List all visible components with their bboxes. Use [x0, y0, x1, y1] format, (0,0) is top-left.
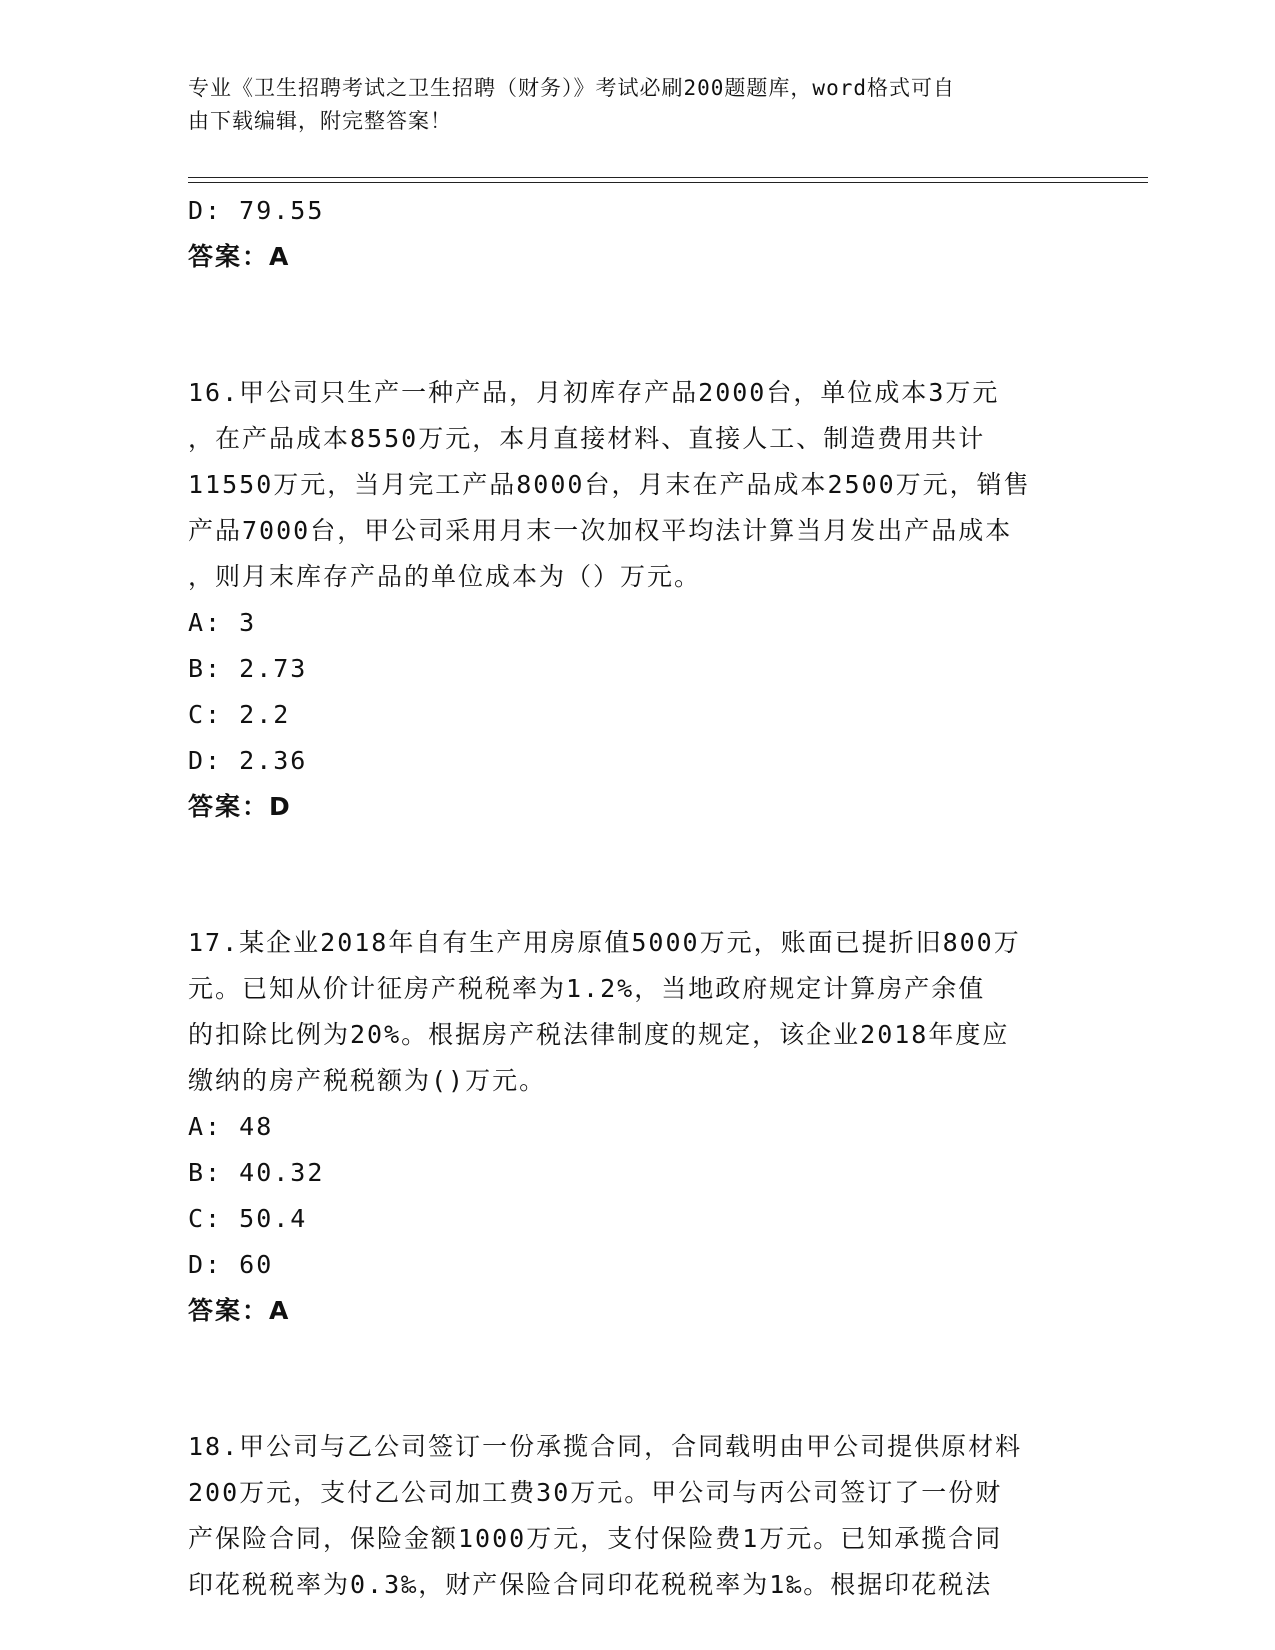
question-line: ，在产品成本8550万元，本月直接材料、直接人工、制造费用共计 — [188, 424, 986, 453]
question-line: 16.甲公司只生产一种产品，月初库存产品2000台，单位成本3万元 — [188, 378, 1000, 407]
question-line: 元。已知从价计征房产税税率为1.2%，当地政府规定计算房产余值 — [188, 974, 986, 1003]
document-body — [188, 188, 1088, 1608]
prev-option-d: D: 79.55 — [188, 196, 325, 225]
question-line: 缴纳的房产税税额为()万元。 — [188, 1066, 547, 1095]
question-line: ，则月末库存产品的单位成本为（）万元。 — [188, 562, 702, 591]
option-d: D: 60 — [188, 1250, 274, 1279]
question-17 — [188, 920, 1088, 1334]
question-17-text — [188, 920, 1088, 1104]
question-line: 产保险合同，保险金额1000万元，支付保险费1万元。已知承揽合同 — [188, 1524, 1003, 1553]
spacer — [188, 280, 1088, 370]
prev-answer: 答案：A — [188, 242, 291, 271]
question-16-text — [188, 370, 1088, 600]
question-18 — [188, 1424, 1088, 1608]
question-line: 产品7000台，甲公司采用月末一次加权平均法计算当月发出产品成本 — [188, 516, 1013, 545]
header-rule-top — [188, 177, 1148, 178]
option-b: B: 2.73 — [188, 654, 308, 683]
question-line: 17.某企业2018年自有生产用房原值5000万元，账面已提折旧800万 — [188, 928, 1021, 957]
answer: 答案：A — [188, 1296, 291, 1325]
question-line: 200万元，支付乙公司加工费30万元。甲公司与丙公司签订了一份财 — [188, 1478, 1003, 1507]
option-d: D: 2.36 — [188, 746, 308, 775]
option-b: B: 40.32 — [188, 1158, 325, 1187]
spacer — [188, 1334, 1088, 1424]
header-line-1: 专业《卫生招聘考试之卫生招聘（财务）》考试必刷200题题库，word格式可自 — [188, 76, 955, 100]
question-line: 的扣除比例为20%。根据房产税法律制度的规定，该企业2018年度应 — [188, 1020, 1010, 1049]
option-a: A: 3 — [188, 608, 257, 637]
option-c: C: 50.4 — [188, 1204, 308, 1233]
answer: 答案：D — [188, 792, 292, 821]
spacer — [188, 830, 1088, 920]
question-line: 11550万元，当月完工产品8000台，月末在产品成本2500万元，销售 — [188, 470, 1031, 499]
option-a: A: 48 — [188, 1112, 274, 1141]
question-16 — [188, 370, 1088, 830]
question-line: 印花税税率为0.3‰，财产保险合同印花税税率为1‰。根据印花税法 — [188, 1570, 993, 1599]
option-c: C: 2.2 — [188, 700, 291, 729]
question-line: 18.甲公司与乙公司签订一份承揽合同，合同载明由甲公司提供原材料 — [188, 1432, 1023, 1461]
header-line-2: 由下载编辑，附完整答案！ — [188, 109, 452, 133]
header-rule-bottom — [188, 182, 1148, 183]
page-header — [188, 72, 1068, 138]
question-18-text — [188, 1424, 1088, 1608]
